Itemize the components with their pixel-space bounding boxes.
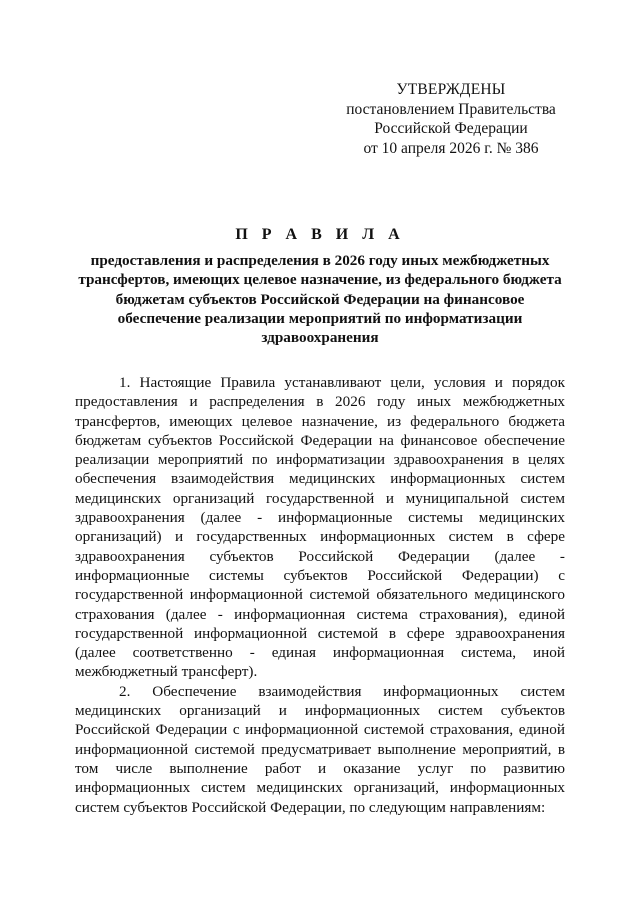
approval-line-date: от 10 апреля 2026 г. № 386: [363, 139, 539, 157]
paragraph-1: 1. Настоящие Правила устанавливают цели, условия и порядок предоставления и распределения в 2026 году иных межбюджетных трансфертов, имеющих целевое назначение, из федерального бюджета бюджетам субъектов Российской Федерации на финансовое обеспечение реализации мероприятий по информатизации здравоохранения в целях обеспечения взаимодействия медицинских информационных систем медицинских организаций государственной и муниципальной систем здравоохранения (далее - информационные системы медицинских организаций) и государственных информационных систем в сфере здравоохранения субъектов Российской Федерации (далее - информационные системы субъектов Российской Федерации) с государственной информационной системой обязательного медицинского страхования (далее - информационная система страхования), единой государственной информационной системой в сфере здравоохранения (далее соответственно - единая информационная система, иной межбюджетный трансферт).: [75, 374, 565, 681]
paragraph-2: 2. Обеспечение взаимодействия информационных систем медицинских организаций и информационных систем субъектов Российской Федерации с информационной системой страхования, единой информационной системой предусматривает выполнение мероприятий, в том числе выполнение работ и оказание услуг по развитию информационных систем медицинских организаций, информационных систем субъектов Российской Федерации, по следующим направлениям:: [75, 682, 565, 816]
document-subtitle: предоставления и распределения в 2026 году иных межбюджетных трансфертов, имеющих целевое назначение, из федерального бюджета бюджетам субъектов Российской Федерации на финансовое обеспечение реализации мероприятий по информатизации здравоохранения: [78, 252, 562, 347]
approval-line-decree: постановлением Правительства: [346, 100, 556, 118]
document-title: П Р А В И Л А: [235, 226, 405, 243]
document-body: [75, 373, 565, 817]
approval-title: УТВЕРЖДЕНЫ: [396, 81, 506, 98]
approval-line-government: Российской Федерации: [374, 120, 528, 137]
approval-stamp: [336, 80, 566, 158]
